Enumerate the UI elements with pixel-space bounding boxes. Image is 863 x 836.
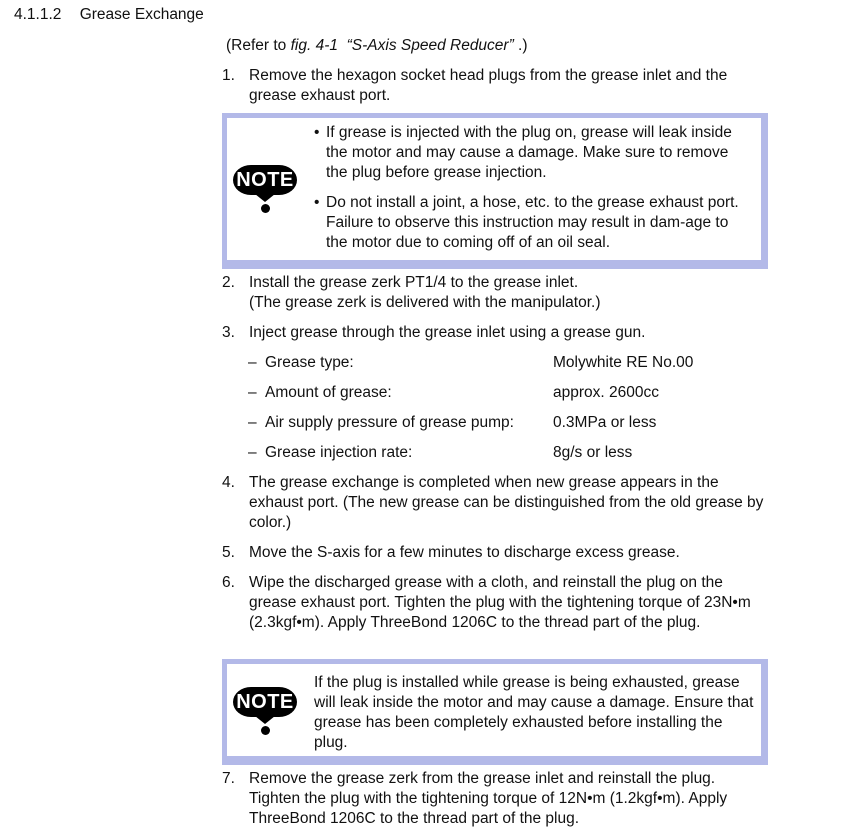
- step-number: 2.: [222, 274, 235, 291]
- figure-reference: [226, 37, 528, 55]
- bullet-mark: •: [314, 194, 320, 211]
- step-number: 7.: [222, 770, 235, 787]
- spec-dash: –: [248, 384, 257, 401]
- note-badge: NOTE: [233, 165, 297, 195]
- spec-value: Molywhite RE No.00: [553, 354, 694, 371]
- note-tail: [255, 194, 275, 202]
- note-dot: [261, 204, 270, 213]
- step-text: Remove the hexagon socket head plugs from the grease inlet and the grease exhaust port.: [249, 67, 728, 104]
- note-bullet-2: [314, 193, 754, 253]
- spec-value: approx. 2600cc: [553, 384, 659, 401]
- spec-label: Amount of grease:: [265, 384, 392, 401]
- note-text: If the plug is installed while grease is being exhausted, grease will leak inside the motor and may cause a damage. Ensure that grease has been completely exhausted before installing the plug.: [314, 674, 754, 751]
- step-4: [222, 473, 767, 533]
- note-icon: [233, 165, 297, 213]
- note-box-1: [222, 113, 768, 269]
- reference-suffix: .): [513, 37, 528, 54]
- step-7: [222, 769, 767, 829]
- step-number: 1.: [222, 67, 235, 84]
- note-icon: [233, 687, 297, 735]
- step-text: Inject grease through the grease inlet using a grease gun.: [249, 324, 646, 341]
- note-badge: NOTE: [233, 687, 297, 717]
- step-number: 6.: [222, 574, 235, 591]
- step-text: Move the S-axis for a few minutes to discharge excess grease.: [249, 544, 680, 561]
- step-text: Install the grease zerk PT1/4 to the grease inlet.: [249, 274, 579, 291]
- section-heading: [14, 6, 204, 24]
- step-number: 3.: [222, 324, 235, 341]
- step-text: The grease exchange is completed when new grease appears in the exhaust port. (The new grease can be distinguished from the old grease by color.): [249, 474, 764, 531]
- bullet-mark: •: [314, 124, 320, 141]
- spec-value: 8g/s or less: [553, 444, 633, 461]
- step-number: 5.: [222, 544, 235, 561]
- note-box-2: [222, 659, 768, 765]
- section-number: 4.1.1.2: [14, 6, 62, 23]
- bullet-text: If grease is injected with the plug on, grease will leak inside the motor and may cause a damage. Make sure to remove the plug before grease injection.: [326, 124, 732, 181]
- reference-title: “S-Axis Speed Reducer”: [346, 37, 514, 54]
- spec-label: Grease type:: [265, 354, 354, 371]
- step-6: [222, 573, 767, 633]
- note-dot: [261, 726, 270, 735]
- step-number: 4.: [222, 474, 235, 491]
- bullet-text: Do not install a joint, a hose, etc. to the grease exhaust port. Failure to observe this instruction may result in dam-age to the motor due to coming off of an oil seal.: [326, 194, 739, 251]
- spec-value: 0.3MPa or less: [553, 414, 657, 431]
- spec-dash: –: [248, 354, 257, 371]
- note-tail: [255, 716, 275, 724]
- step-text-2: (The grease zerk is delivered with the manipulator.): [249, 294, 601, 311]
- step-3: [222, 323, 767, 343]
- spec-dash: –: [248, 444, 257, 461]
- section-title: Grease Exchange: [79, 6, 204, 23]
- step-5: [222, 543, 767, 563]
- step-text: Remove the grease zerk from the grease inlet and reinstall the plug. Tighten the plug with the tightening torque of 12N•m (1.2kgf•m). Apply ThreeBond 1206C to the thread part of the plug.: [249, 770, 728, 827]
- note-bullet-1: [314, 123, 754, 183]
- spec-label: Grease injection rate:: [265, 444, 413, 461]
- note-text-block: [314, 673, 759, 753]
- spec-dash: –: [248, 414, 257, 431]
- reference-fig: fig. 4-1: [290, 37, 338, 54]
- step-2: [222, 273, 767, 313]
- step-text: Wipe the discharged grease with a cloth, and reinstall the plug on the grease exhaust port. Tighten the plug with the tightening torque of 23N•m (2.3kgf•m). Apply ThreeBond 1206C to the thread part of the plug.: [249, 574, 751, 631]
- step-1: [222, 66, 767, 106]
- spec-label: Air supply pressure of grease pump:: [265, 414, 514, 431]
- reference-prefix: (Refer to: [226, 37, 291, 54]
